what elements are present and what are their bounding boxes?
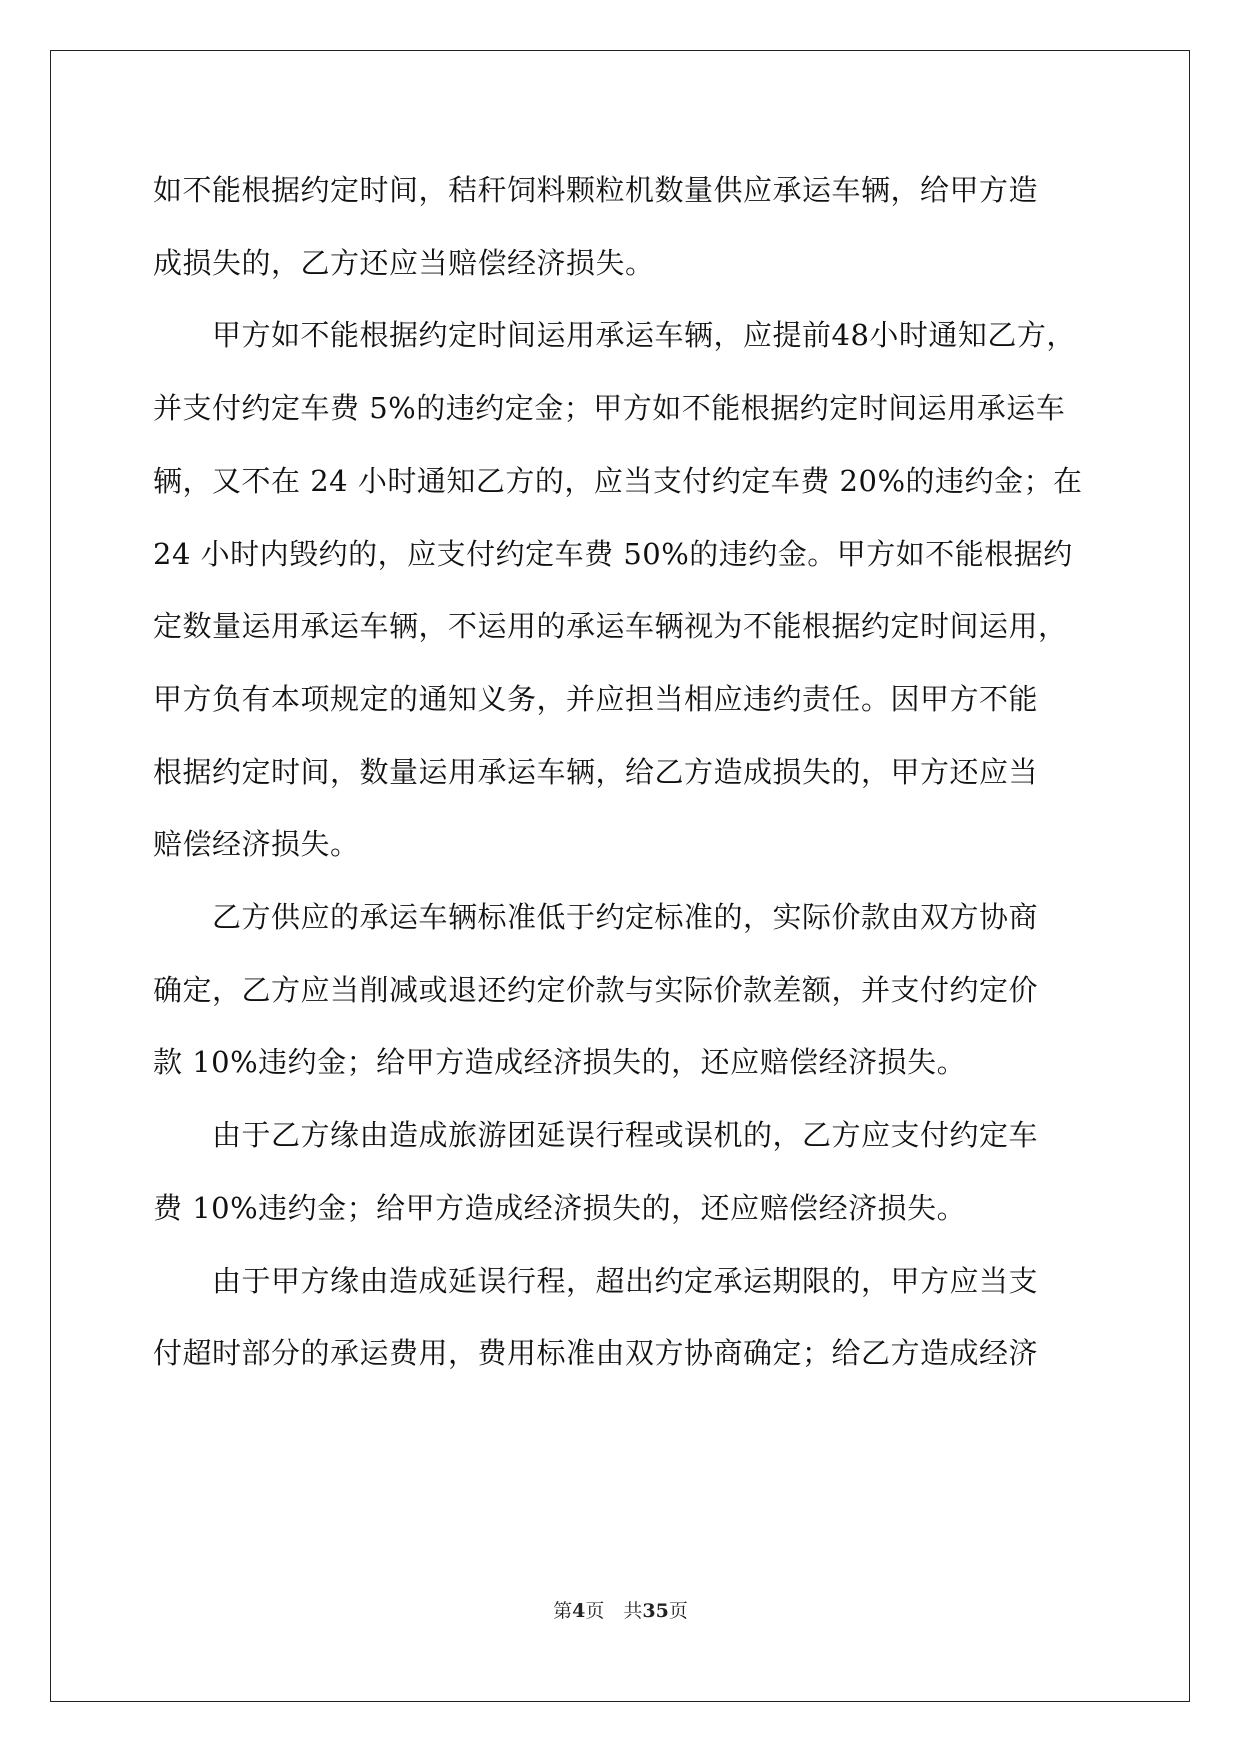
footer-page-number: 4 xyxy=(572,1600,586,1622)
text-line: 甲方负有本项规定的通知义务，并应担当相应违约责任。因甲方不能 xyxy=(153,682,1039,716)
text-line: 由于乙方缘由造成旅游团延误行程或误机的，乙方应支付约定车 xyxy=(153,1118,1039,1152)
text-line: 根据约定时间，数量运用承运车辆，给乙方造成损失的，甲方还应当 xyxy=(153,755,1039,789)
footer-page-mid: 页 共 xyxy=(585,1600,643,1622)
text-line: 款 10%违约金；给甲方造成经济损失的，还应赔偿经济损失。 xyxy=(153,1045,967,1079)
text-line: 成损失的，乙方还应当赔偿经济损失。 xyxy=(153,246,655,280)
text-line: 乙方供应的承运车辆标准低于约定标准的，实际价款由双方协商 xyxy=(153,900,1039,934)
footer-total-pages: 35 xyxy=(642,1600,669,1622)
text-line: 付超时部分的承运费用，费用标准由双方协商确定；给乙方造成经济 xyxy=(153,1336,1039,1370)
text-line: 24 小时内毁约的，应支付约定车费 50%的违约金。甲方如不能根据约 xyxy=(153,537,1073,571)
page-border xyxy=(50,50,1190,1702)
text-line: 辆，又不在 24 小时通知乙方的，应当支付约定车费 20%的违约金；在 xyxy=(153,464,1083,498)
text-line: 如不能根据约定时间，秸秆饲料颗粒机数量供应承运车辆，给甲方造 xyxy=(153,173,1039,207)
text-line: 确定，乙方应当削减或退还约定价款与实际价款差额，并支付约定价 xyxy=(153,973,1039,1007)
text-line: 赔偿经济损失。 xyxy=(153,827,360,861)
text-line: 由于甲方缘由造成延误行程，超出约定承运期限的，甲方应当支 xyxy=(153,1264,1039,1298)
text-line: 甲方如不能根据约定时间运用承运车辆，应提前48小时通知乙方， xyxy=(153,318,1076,352)
text-line: 费 10%违约金；给甲方造成经济损失的，还应赔偿经济损失。 xyxy=(153,1191,967,1225)
page-footer xyxy=(0,1596,1241,1623)
footer-page-suffix: 页 xyxy=(668,1600,688,1622)
footer-page-prefix: 第 xyxy=(553,1600,573,1622)
text-line: 并支付约定车费 5%的违约定金；甲方如不能根据约定时间运用承运车 xyxy=(153,391,1066,425)
text-line: 定数量运用承运车辆，不运用的承运车辆视为不能根据约定时间运用， xyxy=(153,609,1068,643)
